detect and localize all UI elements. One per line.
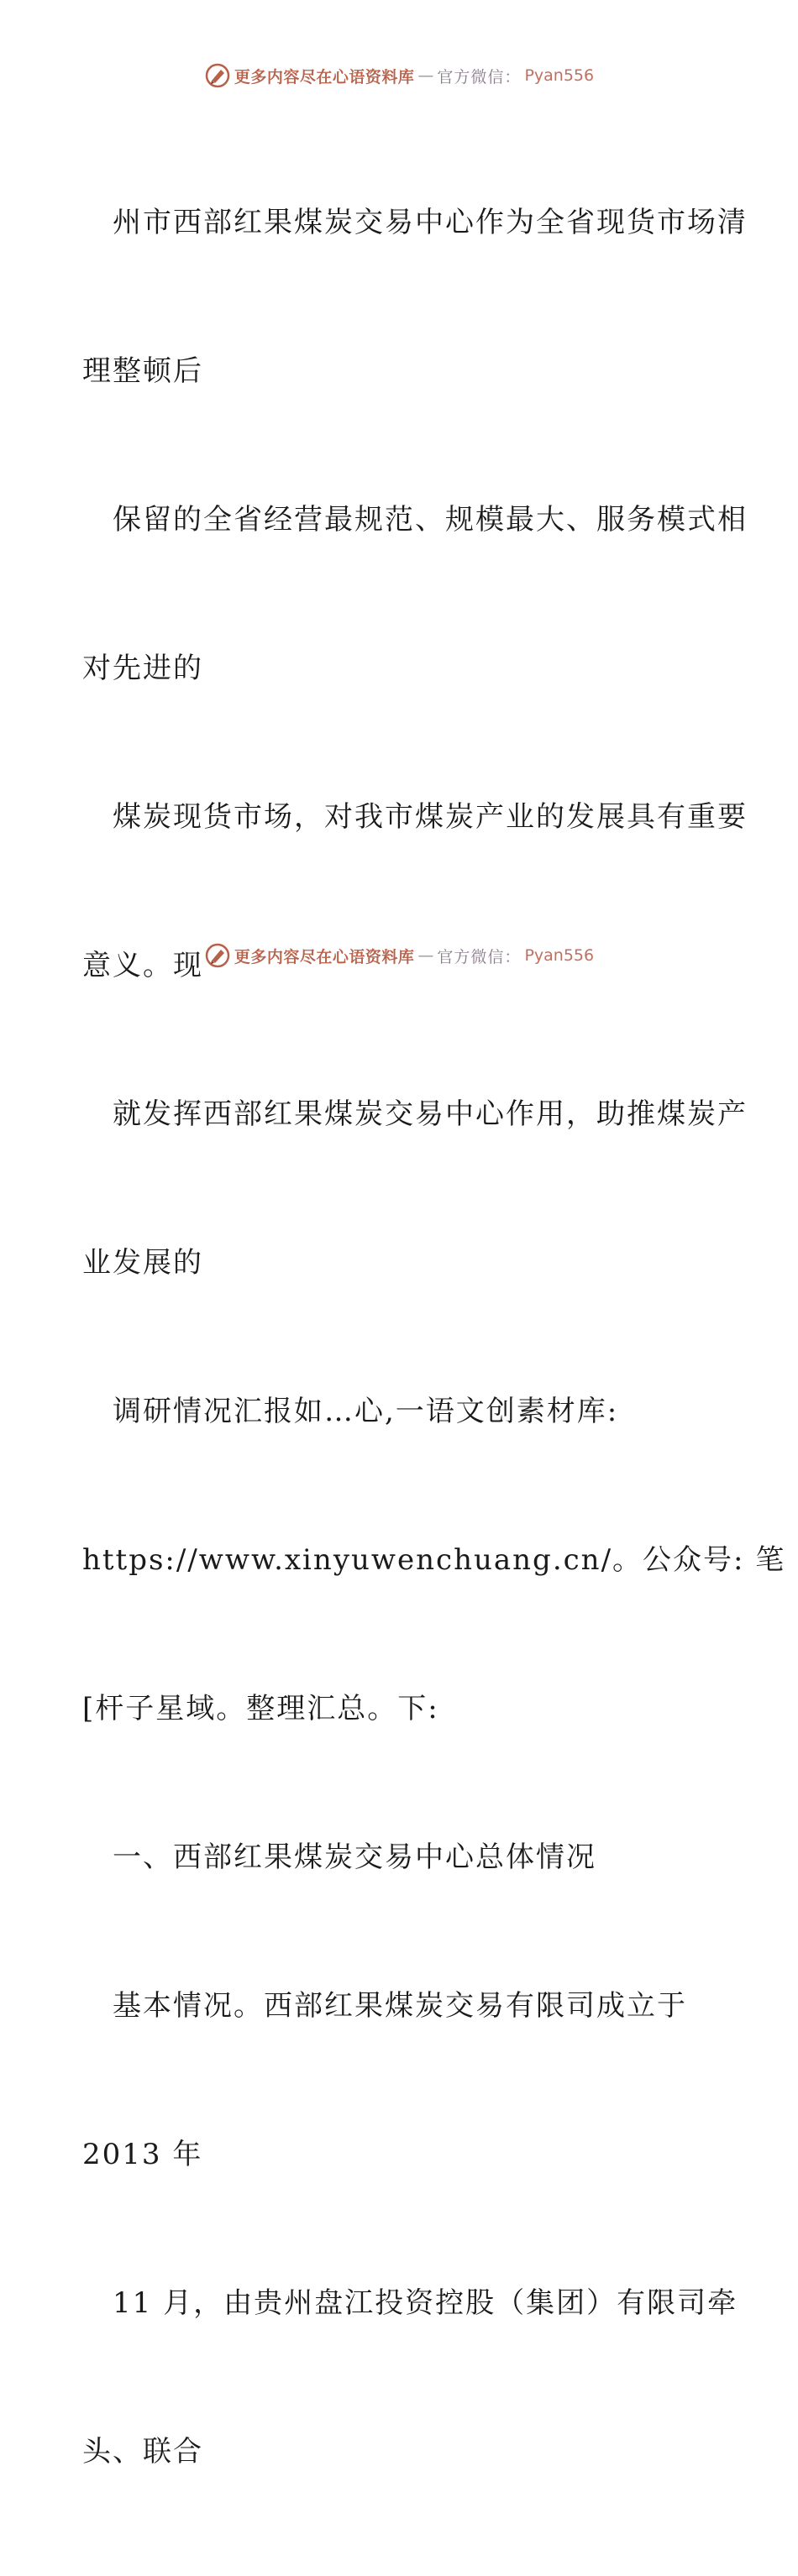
watermark-main-text: 更多内容尽在心语资料库 [234, 947, 415, 966]
text-line: 2013 年 [82, 2138, 203, 2171]
watermark-wechat-id: Pyan556 [524, 66, 595, 85]
watermark-dash: — [417, 946, 434, 965]
text-line: 保留的全省经营最规范、规模最大、服务模式相 [113, 503, 748, 537]
body-text [82, 99, 786, 2576]
text-line: 州市西部红果煤炭交易中心作为全省现货市场清 [113, 206, 748, 239]
watermark-wechat-id: Pyan556 [524, 946, 595, 965]
text-line: 业发展的 [82, 1246, 203, 1280]
text-line: 调研情况汇报如…心,一语文创素材库: [113, 1395, 619, 1428]
text-line: 基本情况。西部红果煤炭交易有限司成立于 [113, 1989, 687, 2023]
header-watermark [0, 60, 798, 91]
watermark-dash: — [417, 66, 434, 85]
text-line: 煤炭现货市场，对我市煤炭产业的发展具有重要 [113, 800, 748, 834]
watermark-sub-text: 官方微信： [437, 947, 522, 966]
text-line: 头、联合 [82, 2435, 203, 2469]
text-line: 11 月，由贵州盘江投资控股（集团）有限司牵 [113, 2286, 738, 2320]
text-line: 理整顿后 [82, 354, 203, 388]
pen-logo-icon [204, 942, 231, 969]
text-line: https://www.xinyuwenchuang.cn/。公众号: 笔 [82, 1543, 786, 1577]
pen-logo-icon [204, 62, 231, 89]
watermark-main-text: 更多内容尽在心语资料库 [234, 67, 415, 86]
footer-watermark [0, 940, 798, 971]
text-line: 就发挥西部红果煤炭交易中心作用，助推煤炭产 [113, 1097, 748, 1131]
text-line: 意义。现 [82, 949, 203, 982]
watermark-sub-text: 官方微信： [437, 67, 522, 86]
section-heading: 一、西部红果煤炭交易中心总体情况 [113, 1840, 596, 1874]
text-line: 对先进的 [82, 652, 203, 685]
document-body [82, 99, 786, 2576]
text-line: [杆子星域。整理汇总。下: [82, 1692, 439, 1725]
